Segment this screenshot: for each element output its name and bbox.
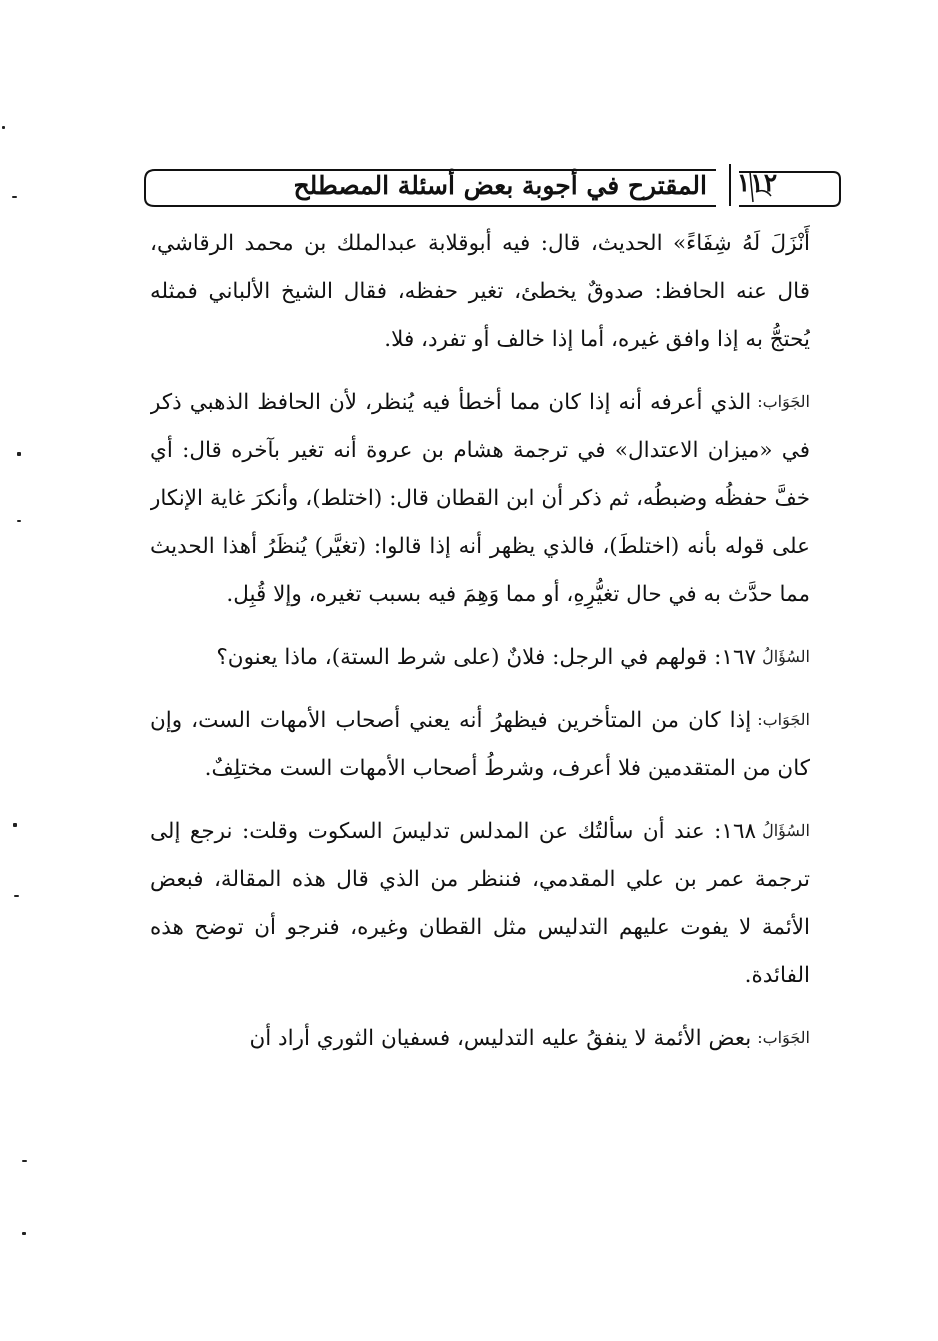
answer-label: الجَوَاب: — [757, 392, 810, 411]
question-167 — [150, 633, 810, 682]
question-168 — [150, 807, 810, 1000]
running-title: المقترح في أجوبة بعض أسئلة المصطلح — [293, 171, 707, 200]
question-text: ١٦٧: قولهم في الرجل: فلانٌ (على شرط الستة)، ماذا يعنون؟ — [216, 645, 757, 670]
answer-168 — [150, 1014, 810, 1063]
scan-speck — [22, 1232, 26, 1235]
scan-speck — [12, 196, 17, 198]
answer-167 — [150, 696, 810, 793]
answer-text: بعض الأئمة لا ينفقُ عليه التدليس، فسفيان الثوري أراد أن — [249, 1026, 752, 1051]
page-body — [150, 220, 810, 1330]
answer-text: الذي أعرفه أنه إذا كان مما أخطأ فيه يُنظر، لأن الحافظ الذهبي ذكر في «ميزان الاعتدال» في ترجمة هشام بن عروة أنه تغير بآخره قال: أي خفَّ حفظُه وضبطُه، ثم ذكر أن ابن القطان قال: (اختلط)، وأنكرَ غاية الإنكار على قوله بأنه (اختلطَ)، فالذي يظهر أنه إذا قالوا: (تغيَّر) يُنظَرُ أهذا الحديث مما حدَّث به في حال تغيُّرِهِ، أو مما وَهِمَ فيه بسبب تغيره، وإلا قُبِل. — [150, 390, 810, 607]
page-number: ١١٢ — [736, 168, 778, 197]
question-text: ١٦٨: عند أن سألتُك عن المدلس تدليسَ السكوت وقلت: نرجع إلى ترجمة عمر بن علي المقدمي، فننظر من الذي قال هذه المقالة، فبعض الأئمة لا يفوت عليهم التدليس مثل القطان وغيره، فنرجو أن توضح هذه الفائدة. — [150, 819, 810, 988]
answer-paragraph — [150, 378, 810, 619]
scan-speck — [2, 126, 5, 129]
scan-speck — [17, 520, 21, 522]
question-label: السُؤَالُ — [762, 647, 810, 666]
continuation-paragraph: أَنْزَلَ لَهُ شِفَاءً» الحديث، قال: فيه أبوقلابة عبدالملك بن محمد الرقاشي، قال عنه الحافظ: صدوقٌ يخطئ، تغير حفظه، فقال الشيخ الألباني فمثله يُحتجُّ به إذا وافق غيره، أما إذا خالف أو تفرد، فلا. — [150, 231, 810, 352]
question-label: السُؤَالُ — [762, 821, 810, 840]
answer-text: إذا كان من المتأخرين فيظهرُ أنه يعني أصحاب الأمهات الست، وإن كان من المتقدمين فلا أعرف، وشرطُ أصحاب الأمهات الست مختلِفٌ. — [150, 708, 810, 781]
answer-label: الجَوَاب: — [757, 1028, 810, 1047]
answer-label: الجَوَاب: — [757, 710, 810, 729]
scan-speck — [14, 895, 19, 897]
scan-speck — [17, 452, 21, 456]
scan-speck — [13, 823, 17, 827]
scan-speck — [22, 1160, 27, 1162]
